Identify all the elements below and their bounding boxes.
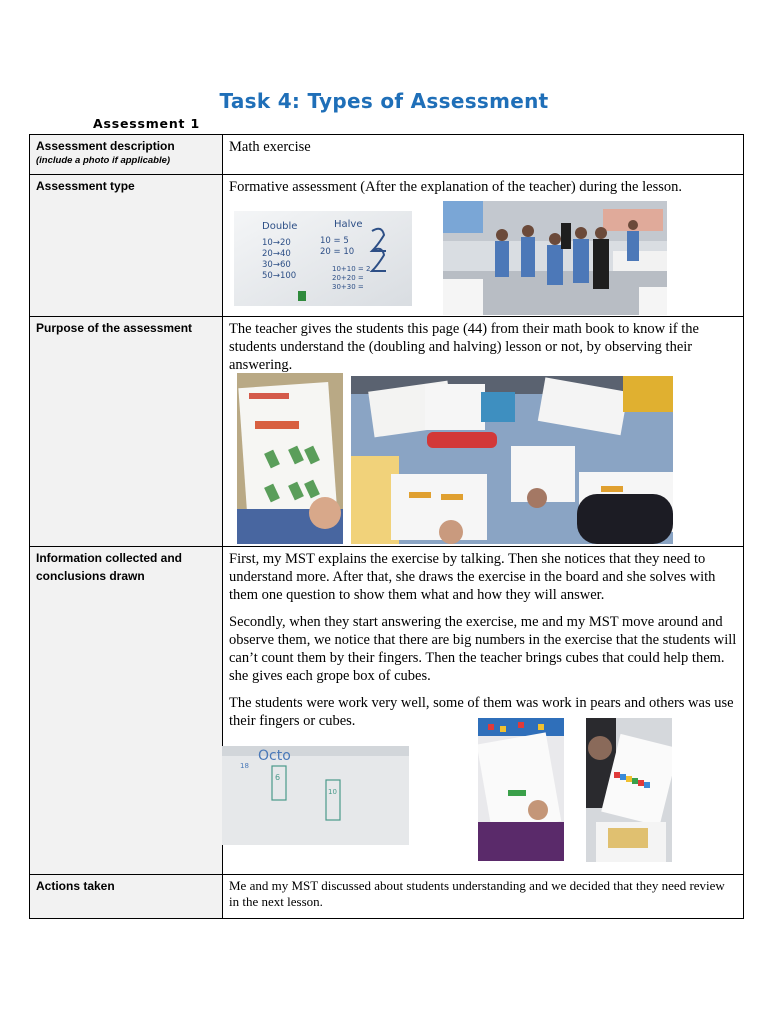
- whiteboard-photo: [234, 211, 412, 306]
- information-paragraph-3: The students were work very well, some of them was work in pears and others was use their fingers or cubes.: [229, 695, 734, 729]
- whiteboard-right-line: 30+30 =: [332, 283, 364, 291]
- label-type: Assessment type: [30, 175, 223, 317]
- svg-text:6: 6: [275, 773, 281, 782]
- label-purpose: Purpose of the assessment: [30, 317, 223, 547]
- whiteboard-right-line: 10 = 5: [320, 236, 349, 246]
- whiteboard-left-line: 50→100: [262, 271, 297, 281]
- classroom-students-photo: [443, 201, 667, 315]
- label-description-note: (include a photo if applicable): [36, 155, 171, 166]
- row-actions: [30, 875, 744, 919]
- whiteboard-october-heading: Octo: [258, 748, 291, 764]
- page-title: Task 4: Types of Assessment: [219, 89, 549, 113]
- cubes-book-image-1: [478, 718, 564, 861]
- label-actions: Actions taken: [30, 875, 223, 919]
- assessment-subtitle: Assessment 1: [93, 116, 200, 131]
- whiteboard-halve-heading: Halve: [334, 219, 363, 230]
- whiteboard-october-photo: [222, 746, 409, 845]
- whiteboard-left-line: 20→40: [262, 249, 291, 259]
- cubes-book-image-2: [586, 718, 672, 862]
- row-description: [30, 135, 744, 175]
- cubes-book-photo-2: [586, 718, 672, 862]
- math-book-page-photo: [237, 373, 343, 544]
- cubes-book-photo-1: [478, 718, 564, 861]
- whiteboard-october-image: [222, 746, 409, 845]
- value-type: Formative assessment (After the explanation of the teacher) during the lesson.: [229, 179, 682, 195]
- value-actions: Me and my MST discussed about students understanding and we decided that they need review in the next lesson.: [223, 875, 744, 919]
- label-description-text: Assessment description: [36, 139, 175, 153]
- math-book-page-image: [237, 373, 343, 544]
- students-working-image: [351, 376, 673, 544]
- whiteboard-right-line: 20 = 10: [320, 247, 355, 257]
- whiteboard-photo-image: [234, 211, 412, 306]
- information-paragraph-1: First, my MST explains the exercise by talking. Then she notices that they need to understand more. After that, she draws the exercise in the board and she solves with them one question to show them what and how they will answer.: [229, 551, 716, 603]
- label-description: [30, 135, 223, 175]
- value-description: Math exercise: [223, 135, 744, 175]
- information-paragraph-2: Secondly, when they start answering the exercise, me and my MST move around and observe them, we notice that there are big numbers in the exercise that the students will can’t count them by their fingers. Then the teacher brings cubes that could help them. she gives each grope box of cubes.: [229, 614, 737, 684]
- whiteboard-right-line: 20+20 =: [332, 274, 364, 282]
- whiteboard-right-line: 10+10 = 2: [332, 265, 371, 273]
- whiteboard-left-line: 10→20: [262, 238, 291, 248]
- whiteboard-double-heading: Double: [262, 221, 298, 232]
- svg-text:10: 10: [328, 788, 337, 796]
- value-purpose: The teacher gives the students this page (44) from their math book to know if the students understand the (doubling and halving) lesson or not, by observing their answering.: [229, 321, 699, 373]
- classroom-students-image: [443, 201, 667, 315]
- svg-text:18: 18: [240, 762, 249, 770]
- students-working-photo: [351, 376, 673, 544]
- label-information: Information collected and conclusions drawn: [30, 547, 223, 875]
- whiteboard-left-line: 30→60: [262, 260, 291, 270]
